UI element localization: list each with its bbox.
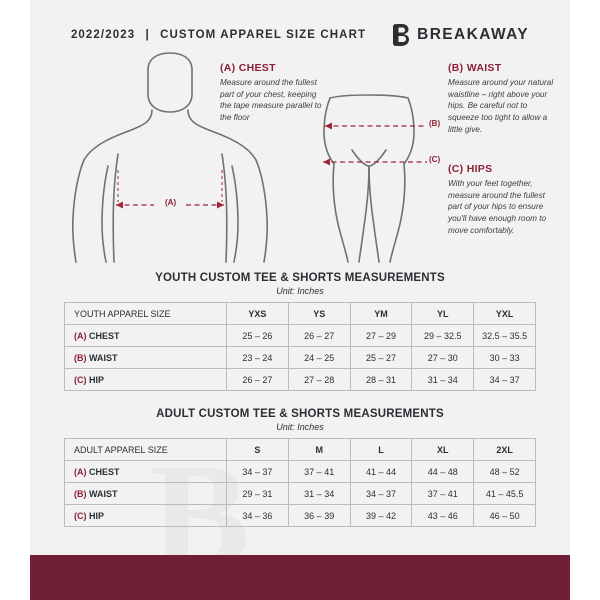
adult-r1-c3: 37 – 41 <box>412 483 474 505</box>
youth-row-2-name: HIP <box>89 374 105 385</box>
callout-waist <box>448 62 560 135</box>
adult-row-header: ADULT APPAREL SIZE <box>65 439 227 461</box>
chart-sheet <box>30 0 570 600</box>
youth-row-2-code: (C) <box>74 374 87 385</box>
youth-r0-c2: 27 – 29 <box>350 325 412 347</box>
youth-r2-c4: 34 – 37 <box>474 369 536 391</box>
adult-row-2-label <box>65 505 227 527</box>
adult-row-0-name: CHEST <box>89 466 120 477</box>
table-row <box>65 347 536 369</box>
youth-r2-c2: 28 – 31 <box>350 369 412 391</box>
adult-r2-c4: 46 – 50 <box>474 505 536 527</box>
adult-table-title: ADULT CUSTOM TEE & SHORTS MEASUREMENTS <box>156 408 444 420</box>
adult-col-4: 2XL <box>474 439 536 461</box>
adult-row-2-name: HIP <box>89 510 105 521</box>
youth-r1-c0: 23 – 24 <box>227 347 289 369</box>
adult-table-unit: Unit: Inches <box>276 422 324 432</box>
youth-col-3: YL <box>412 303 474 325</box>
adult-r0-c3: 44 – 48 <box>412 461 474 483</box>
adult-r1-c4: 41 – 45.5 <box>474 483 536 505</box>
hips-marker-label: (C) <box>429 155 441 164</box>
adult-r1-c2: 34 – 37 <box>350 483 412 505</box>
adult-r1-c1: 31 – 34 <box>288 483 350 505</box>
table-row <box>65 325 536 347</box>
youth-r2-c1: 27 – 28 <box>288 369 350 391</box>
youth-row-1-name: WAIST <box>89 352 118 363</box>
page-title: CUSTOM APPAREL SIZE CHART <box>160 29 367 41</box>
callout-waist-title: (B) WAIST <box>448 62 502 74</box>
youth-r1-c3: 27 – 30 <box>412 347 474 369</box>
youth-table-unit: Unit: Inches <box>276 286 324 296</box>
table-row <box>65 505 536 527</box>
youth-r0-c3: 29 – 32.5 <box>412 325 474 347</box>
header-title-line <box>71 29 366 41</box>
youth-col-1: YS <box>288 303 350 325</box>
youth-table-block <box>30 272 570 391</box>
page-header <box>30 18 570 52</box>
adult-size-table <box>64 438 536 527</box>
callout-hips <box>448 163 560 236</box>
adult-col-0: S <box>227 439 289 461</box>
adult-r1-c0: 29 – 31 <box>227 483 289 505</box>
youth-size-table <box>64 302 536 391</box>
brand-name: BREAKAWAY <box>417 26 530 43</box>
measurement-diagram <box>30 50 570 265</box>
youth-row-1-code: (B) <box>74 352 87 363</box>
adult-table-block <box>30 408 570 527</box>
youth-r1-c1: 24 – 25 <box>288 347 350 369</box>
callout-hips-title: (C) HIPS <box>448 163 493 175</box>
callout-chest-title: (A) CHEST <box>220 62 276 74</box>
adult-row-1-name: WAIST <box>89 488 118 499</box>
youth-r0-c4: 32.5 – 35.5 <box>474 325 536 347</box>
youth-row-2-label <box>65 369 227 391</box>
adult-r0-c0: 34 – 37 <box>227 461 289 483</box>
footer-bar <box>30 555 570 600</box>
table-row <box>65 483 536 505</box>
chest-marker-label: (A) <box>165 198 177 207</box>
callout-chest <box>220 62 330 124</box>
callout-hips-body: With your feet together, measure around the fullest part of your hips to ensure you'll have enough room to move comfortably. <box>448 179 547 235</box>
youth-table-title: YOUTH CUSTOM TEE & SHORTS MEASUREMENTS <box>155 272 445 284</box>
youth-col-0: YXS <box>227 303 289 325</box>
youth-r2-c3: 31 – 34 <box>412 369 474 391</box>
youth-row-0-label <box>65 325 227 347</box>
adult-r0-c4: 48 – 52 <box>474 461 536 483</box>
adult-row-2-code: (C) <box>74 510 87 521</box>
adult-col-3: XL <box>412 439 474 461</box>
table-row <box>65 461 536 483</box>
youth-row-0-name: CHEST <box>89 330 120 341</box>
adult-col-2: L <box>350 439 412 461</box>
youth-row-0-code: (A) <box>74 330 87 341</box>
callout-chest-body: Measure around the fullest part of your chest, keeping the tape measure parallel to the floor <box>220 78 322 122</box>
adult-r0-c1: 37 – 41 <box>288 461 350 483</box>
table-row <box>65 369 536 391</box>
waist-marker-label: (B) <box>429 119 441 128</box>
adult-r2-c1: 36 – 39 <box>288 505 350 527</box>
breakaway-b-logo-icon <box>390 23 410 47</box>
adult-col-1: M <box>288 439 350 461</box>
brand-lockup <box>390 23 529 47</box>
adult-row-1-label <box>65 483 227 505</box>
adult-row-0-code: (A) <box>74 466 87 477</box>
youth-r1-c4: 30 – 33 <box>474 347 536 369</box>
youth-col-2: YM <box>350 303 412 325</box>
table-header-row <box>65 439 536 461</box>
youth-r1-c2: 25 – 27 <box>350 347 412 369</box>
youth-r2-c0: 26 – 27 <box>227 369 289 391</box>
adult-r2-c2: 39 – 42 <box>350 505 412 527</box>
youth-row-header: YOUTH APPAREL SIZE <box>65 303 227 325</box>
adult-r2-c0: 34 – 36 <box>227 505 289 527</box>
youth-r0-c1: 26 – 27 <box>288 325 350 347</box>
youth-col-4: YXL <box>474 303 536 325</box>
header-separator: | <box>145 29 150 41</box>
adult-row-1-code: (B) <box>74 488 87 499</box>
callout-waist-body: Measure around your natural waistline – right above your hips. Be careful not to squeeze too tight to allow a little give. <box>448 78 554 134</box>
table-header-row <box>65 303 536 325</box>
adult-row-0-label <box>65 461 227 483</box>
youth-r0-c0: 25 – 26 <box>227 325 289 347</box>
adult-r0-c2: 41 – 44 <box>350 461 412 483</box>
youth-row-1-label <box>65 347 227 369</box>
adult-r2-c3: 43 – 46 <box>412 505 474 527</box>
header-year: 2022/2023 <box>70 29 136 41</box>
